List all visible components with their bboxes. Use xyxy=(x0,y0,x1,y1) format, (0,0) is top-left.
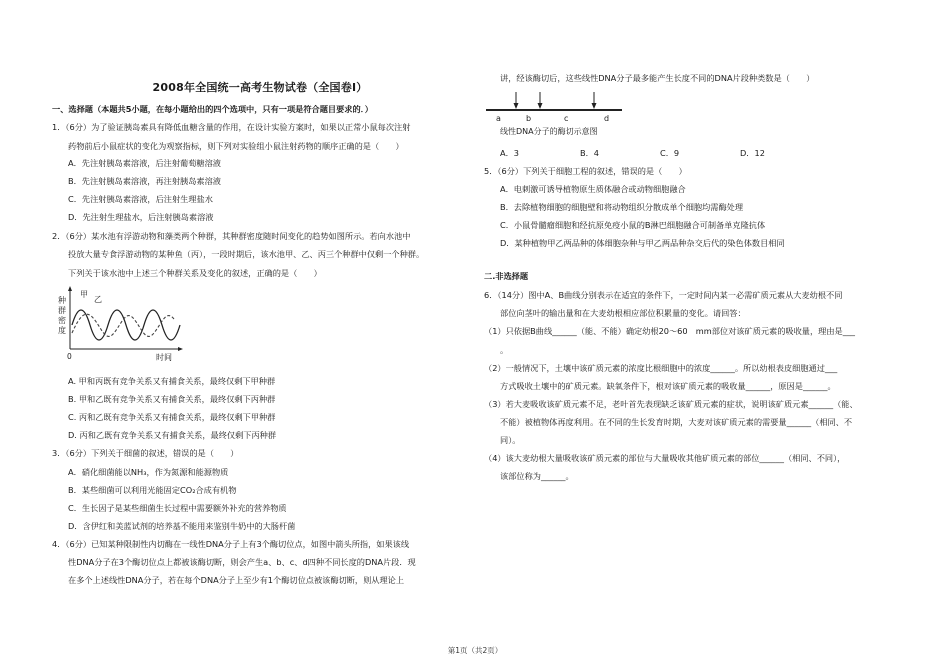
segment-label-a: a xyxy=(496,114,501,123)
ylabel-char: 度 xyxy=(58,326,66,335)
q5-option-d: D．某种植物甲乙两品种的体细胞杂种与甲乙两品种杂交后代的染色体数目相同 xyxy=(500,238,785,248)
q5-option-b: B．去除植物细胞的细胞壁和将动物组织分散成单个细胞均需酶处理 xyxy=(500,202,744,212)
q2-stem-line: 下列关于该水池中上述三个种群关系及变化的叙述，正确的是（ ） xyxy=(68,268,322,278)
xlabel: 时间 xyxy=(156,353,172,362)
q1-option-a: A．先注射胰岛素溶液，后注射葡萄糖溶液 xyxy=(68,158,221,168)
q5-option-c: C．小鼠骨髓瘤细胞和经抗原免疫小鼠的B淋巴细胞融合可制备单克隆抗体 xyxy=(500,220,766,230)
q2-option-d: D. 丙和乙既有竞争关系又有捕食关系，最终仅剩下丙种群 xyxy=(68,430,277,440)
y-axis-arrow xyxy=(68,286,72,291)
series-label-jia: 甲 xyxy=(80,290,88,299)
q6-subq3-line: 同）。 xyxy=(500,435,521,445)
cut-arrowhead xyxy=(514,103,519,109)
q3-option-b: B．某些细菌可以利用光能固定CO₂合成有机物 xyxy=(68,485,237,495)
q1-stem-line: 1．（6分）为了验证胰岛素具有降低血糖含量的作用，在设计实验方案时，如果以正常小鼠每次注射 xyxy=(52,122,411,132)
dna-cut-figure xyxy=(484,88,634,140)
q6-stem-line: 6．（14分）图中A、B曲线分别表示在适宜的条件下，一定时间内某一必需矿质元素从大麦幼根不同 xyxy=(484,290,843,300)
q6-subq4-line: 该部位称为______。 xyxy=(500,471,574,481)
series-label-yi: 乙 xyxy=(94,295,102,304)
origin-label: 0 xyxy=(67,352,72,361)
q6-subq3-line: 不能）被植物体再度利用。在不同的生长发育时期，大麦对该矿质元素的需要量______（相同、不 xyxy=(500,417,853,427)
q6-subq3-line: （3）若大麦吸收该矿质元素不足，老叶首先表现缺乏该矿质元素的症状，说明该矿质元素______（能、 xyxy=(484,399,858,409)
q4-option-d: D．12 xyxy=(740,148,765,158)
segment-label-c: c xyxy=(564,114,569,123)
section-heading-nonchoice: 二.非选择题 xyxy=(484,271,529,281)
q2-option-c: C. 丙和乙既有竞争关系又有捕食关系，最终仅剩下甲种群 xyxy=(68,412,276,422)
q6-subq2-line: （2）一般情况下，土壤中该矿质元素的浓度比根细胞中的浓度______。所以幼根表皮细胞通过___ xyxy=(484,363,838,373)
ylabel-char: 群 xyxy=(58,306,66,315)
q6-stem-line: 部位向茎叶的输出量和在大麦幼根相应部位积累量的变化。请回答： xyxy=(500,308,746,318)
page-title: 2008年全国统一高考生物试卷（全国卷Ⅰ） xyxy=(152,81,368,94)
q2-option-b: B. 甲和乙既有竞争关系又有捕食关系，最终仅剩下丙种群 xyxy=(68,394,276,404)
q4-stem-line: 性DNA分子在3个酶切位点上都被该酶切断，则会产生a、b、c、d四种不同长度的DNA片段．现 xyxy=(68,557,416,567)
q4-stem-line: 在多个上述线性DNA分子，若在每个DNA分子上至少有1个酶切位点被该酶切断，则从理论上 xyxy=(68,575,405,585)
q3-stem-line: 3．（6分）下列关于细菌的叙述，错误的是（ ） xyxy=(52,448,239,458)
q4-stem-line: 讲，经该酶切后，这些线性DNA分子最多能产生长度不同的DNA片段种类数是（ ） xyxy=(500,73,815,83)
q4-option-b: B．4 xyxy=(580,148,600,158)
q2-stem-line: 投放大量专食浮游动物的某种鱼（丙），一段时期后，该水池甲、乙、丙三个种群中仅剩一个种群。 xyxy=(68,249,425,259)
q4-option-c: C．9 xyxy=(660,148,680,158)
segment-label-b: b xyxy=(526,114,532,123)
q1-stem-line: 药物前后小鼠症状的变化为观察指标，则下列对实验组小鼠注射药物的顺序正确的是（ ） xyxy=(68,141,404,151)
population-density-figure xyxy=(56,283,196,369)
page-footer: 第1页（共2页） xyxy=(447,646,503,655)
q5-stem-line: 5．（6分）下列关于细胞工程的叙述，错误的是（ ） xyxy=(484,166,687,176)
segment-label-d: d xyxy=(604,114,610,123)
section-heading-choice: 一、选择题（本题共5小题，在每小题给出的四个选项中，只有一项是符合题目要求的．） xyxy=(52,104,373,114)
q3-option-a: A．硝化细菌能以NH₃，作为氮源和能源物质 xyxy=(68,467,229,477)
cut-arrowhead xyxy=(538,103,543,109)
q4-stem-line: 4．（6分）已知某种限制性内切酶在一线性DNA分子上有3个酶切位点，如图中箭头所指，如果该线 xyxy=(52,539,410,549)
q4-option-a: A．3 xyxy=(500,148,519,158)
q1-option-c: C．先注射胰岛素溶液，后注射生理盐水 xyxy=(68,194,213,204)
q2-option-a: A. 甲和丙既有竞争关系又有捕食关系，最终仅剩下甲种群 xyxy=(68,376,276,386)
q6-subq4-line: （4）该大麦幼根大量吸收该矿质元素的部位与大量吸收其他矿质元素的部位______（相同、不同）， xyxy=(484,453,846,463)
q3-option-d: D．含伊红和美蓝试剂的培养基不能用来鉴别牛奶中的大肠杆菌 xyxy=(68,521,296,531)
x-axis-arrow xyxy=(178,347,183,351)
q2-stem-line: 2．（6分）某水池有浮游动物和藻类两个种群，其种群密度随时间变化的趋势如图所示。若向水池中 xyxy=(52,231,411,241)
q6-subq2-line: 方式吸收土壤中的矿质元素。缺氧条件下，根对该矿质元素的吸收量______，原因是______。 xyxy=(500,381,836,391)
q1-option-d: D．先注射生理盐水，后注射胰岛素溶液 xyxy=(68,212,214,222)
q6-subq1-line: （1）只依据B曲线______（能、不能）确定幼根20～60 mm部位对该矿质元素的吸收量，理由是___ xyxy=(484,326,856,336)
q1-option-b: B．先注射胰岛素溶液，再注射胰岛素溶液 xyxy=(68,176,221,186)
q5-option-a: A．电刺激可诱导植物原生质体融合或动物细胞融合 xyxy=(500,184,686,194)
dna-figure-caption: 线性DNA分子的酶切示意图 xyxy=(500,127,598,136)
ylabel-char: 密 xyxy=(58,316,66,325)
q3-option-c: C．生长因子是某些细菌生长过程中需要额外补充的营养物质 xyxy=(68,503,287,513)
cut-arrowhead xyxy=(592,103,597,109)
q6-subq1-line: 。 xyxy=(500,345,509,355)
ylabel-char: 种 xyxy=(58,296,66,305)
